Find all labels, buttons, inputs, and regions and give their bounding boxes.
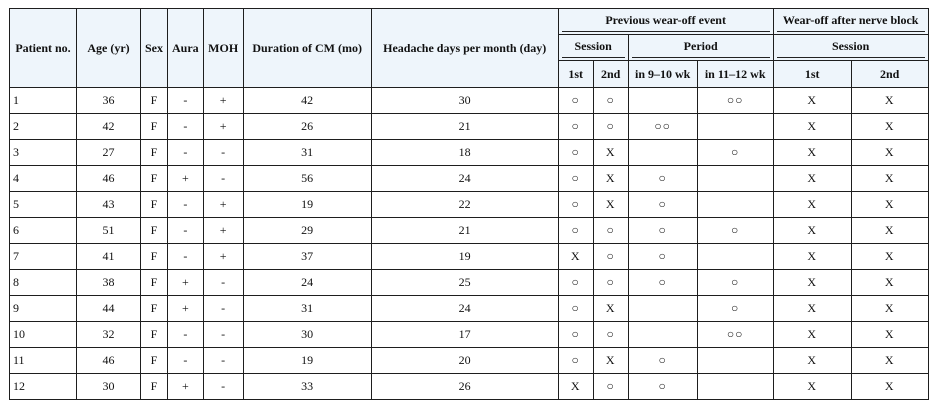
cell-period-9-10: ○ — [628, 244, 697, 270]
table-row — [10, 140, 929, 166]
cell-period-11-12: ○ — [697, 270, 773, 296]
cell-headache-days: 24 — [371, 166, 558, 192]
cell-headache-days: 25 — [371, 270, 558, 296]
cell-session-2nd: X — [593, 140, 628, 166]
cell-headache-days: 22 — [371, 192, 558, 218]
cell-session-2nd: ○ — [593, 374, 628, 400]
cell-duration: 31 — [243, 140, 371, 166]
cell-session-1st: X — [558, 374, 593, 400]
cell-aura: - — [168, 218, 204, 244]
cell-after-2nd: X — [851, 140, 928, 166]
cell-headache-days: 30 — [371, 88, 558, 114]
cell-moh: - — [203, 322, 243, 348]
cell-session-1st: ○ — [558, 270, 593, 296]
cell-period-11-12 — [697, 114, 773, 140]
cell-age: 30 — [77, 374, 141, 400]
cell-after-1st: X — [773, 114, 851, 140]
cell-after-1st: X — [773, 88, 851, 114]
header-after-1st: 1st — [773, 61, 851, 88]
header-aura: Aura — [168, 9, 204, 88]
cell-period-9-10 — [628, 88, 697, 114]
header-previous-wear-off-label: Previous wear-off event — [562, 11, 770, 32]
table-wrapper — [9, 8, 929, 400]
cell-aura: - — [168, 348, 204, 374]
cell-session-1st: ○ — [558, 114, 593, 140]
table-header — [10, 9, 929, 88]
cell-period-11-12: ○○ — [697, 322, 773, 348]
cell-sex: F — [141, 270, 168, 296]
cell-session-2nd: X — [593, 192, 628, 218]
table-row — [10, 374, 929, 400]
table-row — [10, 88, 929, 114]
cell-period-11-12 — [697, 166, 773, 192]
cell-session-1st: ○ — [558, 218, 593, 244]
cell-moh: + — [203, 114, 243, 140]
cell-duration: 42 — [243, 88, 371, 114]
cell-after-2nd: X — [851, 244, 928, 270]
cell-moh: - — [203, 166, 243, 192]
cell-headache-days: 17 — [371, 322, 558, 348]
cell-age: 51 — [77, 218, 141, 244]
header-wear-off-after-block-label: Wear-off after nerve block — [777, 11, 925, 32]
cell-session-2nd: ○ — [593, 218, 628, 244]
cell-sex: F — [141, 296, 168, 322]
cell-aura: + — [168, 374, 204, 400]
header-moh: MOH — [203, 9, 243, 88]
cell-session-2nd: ○ — [593, 270, 628, 296]
cell-period-9-10: ○ — [628, 166, 697, 192]
cell-headache-days: 18 — [371, 140, 558, 166]
cell-patient-no: 5 — [10, 192, 77, 218]
cell-age: 42 — [77, 114, 141, 140]
cell-moh: - — [203, 270, 243, 296]
cell-sex: F — [141, 166, 168, 192]
cell-session-1st: ○ — [558, 322, 593, 348]
cell-moh: - — [203, 296, 243, 322]
cell-moh: - — [203, 348, 243, 374]
cell-session-1st: X — [558, 244, 593, 270]
cell-session-2nd: ○ — [593, 114, 628, 140]
header-age: Age (yr) — [77, 9, 141, 88]
cell-patient-no: 6 — [10, 218, 77, 244]
cell-moh: + — [203, 244, 243, 270]
header-patient-no: Patient no. — [10, 9, 77, 88]
cell-aura: + — [168, 166, 204, 192]
cell-period-11-12 — [697, 192, 773, 218]
cell-period-11-12 — [697, 374, 773, 400]
cell-aura: + — [168, 270, 204, 296]
cell-after-1st: X — [773, 218, 851, 244]
cell-duration: 37 — [243, 244, 371, 270]
cell-after-2nd: X — [851, 114, 928, 140]
cell-patient-no: 9 — [10, 296, 77, 322]
cell-age: 46 — [77, 166, 141, 192]
cell-period-11-12: ○ — [697, 296, 773, 322]
cell-duration: 29 — [243, 218, 371, 244]
cell-moh: + — [203, 88, 243, 114]
cell-after-1st: X — [773, 348, 851, 374]
cell-sex: F — [141, 374, 168, 400]
cell-session-2nd: X — [593, 296, 628, 322]
cell-after-1st: X — [773, 192, 851, 218]
table-row — [10, 114, 929, 140]
cell-duration: 26 — [243, 114, 371, 140]
cell-duration: 19 — [243, 348, 371, 374]
cell-sex: F — [141, 218, 168, 244]
cell-period-9-10: ○ — [628, 192, 697, 218]
cell-period-9-10 — [628, 322, 697, 348]
cell-after-1st: X — [773, 270, 851, 296]
cell-period-11-12: ○ — [697, 218, 773, 244]
cell-aura: - — [168, 88, 204, 114]
cell-session-1st: ○ — [558, 88, 593, 114]
cell-age: 46 — [77, 348, 141, 374]
table-row — [10, 218, 929, 244]
cell-session-1st: ○ — [558, 296, 593, 322]
cell-duration: 30 — [243, 322, 371, 348]
cell-moh: - — [203, 140, 243, 166]
cell-duration: 31 — [243, 296, 371, 322]
cell-session-1st: ○ — [558, 192, 593, 218]
cell-moh: + — [203, 192, 243, 218]
table-row — [10, 296, 929, 322]
cell-sex: F — [141, 114, 168, 140]
header-period-11-12: in 11–12 wk — [697, 61, 773, 88]
cell-age: 36 — [77, 88, 141, 114]
cell-age: 41 — [77, 244, 141, 270]
cell-after-1st: X — [773, 244, 851, 270]
cell-after-2nd: X — [851, 296, 928, 322]
cell-duration: 56 — [243, 166, 371, 192]
cell-after-1st: X — [773, 374, 851, 400]
cell-after-2nd: X — [851, 166, 928, 192]
cell-after-1st: X — [773, 296, 851, 322]
cell-headache-days: 24 — [371, 296, 558, 322]
cell-duration: 19 — [243, 192, 371, 218]
header-sex: Sex — [141, 9, 168, 88]
header-period-label: Period — [632, 37, 770, 58]
cell-age: 43 — [77, 192, 141, 218]
cell-session-2nd: X — [593, 348, 628, 374]
cell-after-2nd: X — [851, 270, 928, 296]
cell-patient-no: 12 — [10, 374, 77, 400]
cell-patient-no: 4 — [10, 166, 77, 192]
cell-age: 27 — [77, 140, 141, 166]
header-session-after — [773, 35, 928, 61]
cell-period-11-12: ○ — [697, 140, 773, 166]
cell-patient-no: 11 — [10, 348, 77, 374]
cell-duration: 33 — [243, 374, 371, 400]
cell-patient-no: 2 — [10, 114, 77, 140]
cell-aura: - — [168, 140, 204, 166]
cell-period-9-10: ○ — [628, 270, 697, 296]
header-previous-wear-off — [558, 9, 773, 35]
cell-period-9-10 — [628, 140, 697, 166]
header-session-after-label: Session — [777, 37, 925, 58]
cell-aura: - — [168, 114, 204, 140]
cell-age: 32 — [77, 322, 141, 348]
cell-after-1st: X — [773, 322, 851, 348]
table-row — [10, 270, 929, 296]
cell-period-11-12: ○○ — [697, 88, 773, 114]
cell-after-2nd: X — [851, 218, 928, 244]
cell-session-2nd: ○ — [593, 244, 628, 270]
cell-sex: F — [141, 88, 168, 114]
cell-moh: - — [203, 374, 243, 400]
header-period-9-10: in 9–10 wk — [628, 61, 697, 88]
header-session-label: Session — [562, 37, 625, 58]
cell-period-9-10: ○ — [628, 348, 697, 374]
cell-age: 44 — [77, 296, 141, 322]
table-row — [10, 166, 929, 192]
cell-aura: + — [168, 296, 204, 322]
cell-duration: 24 — [243, 270, 371, 296]
table-row — [10, 348, 929, 374]
cell-session-2nd: ○ — [593, 88, 628, 114]
cell-moh: + — [203, 218, 243, 244]
cell-aura: - — [168, 192, 204, 218]
header-period — [628, 35, 773, 61]
cell-period-9-10: ○ — [628, 374, 697, 400]
cell-after-2nd: X — [851, 192, 928, 218]
header-session-1st: 1st — [558, 61, 593, 88]
cell-headache-days: 21 — [371, 218, 558, 244]
header-headache-days: Headache days per month (day) — [371, 9, 558, 88]
cell-patient-no: 3 — [10, 140, 77, 166]
table-body — [10, 88, 929, 400]
cell-patient-no: 8 — [10, 270, 77, 296]
cell-period-9-10 — [628, 296, 697, 322]
cell-patient-no: 10 — [10, 322, 77, 348]
cell-session-1st: ○ — [558, 348, 593, 374]
cell-age: 38 — [77, 270, 141, 296]
cell-headache-days: 19 — [371, 244, 558, 270]
cell-period-9-10: ○ — [628, 218, 697, 244]
cell-headache-days: 21 — [371, 114, 558, 140]
table-row — [10, 244, 929, 270]
cell-period-11-12 — [697, 244, 773, 270]
header-duration: Duration of CM (mo) — [243, 9, 371, 88]
cell-after-2nd: X — [851, 374, 928, 400]
cell-after-1st: X — [773, 166, 851, 192]
cell-sex: F — [141, 322, 168, 348]
cell-session-1st: ○ — [558, 140, 593, 166]
cell-session-1st: ○ — [558, 166, 593, 192]
cell-period-9-10: ○○ — [628, 114, 697, 140]
cell-session-2nd: ○ — [593, 322, 628, 348]
cell-after-2nd: X — [851, 322, 928, 348]
header-wear-off-after-block — [773, 9, 928, 35]
cell-aura: - — [168, 322, 204, 348]
cell-aura: - — [168, 244, 204, 270]
cell-period-11-12 — [697, 348, 773, 374]
patient-table — [9, 8, 929, 400]
table-row — [10, 322, 929, 348]
header-session-2nd: 2nd — [593, 61, 628, 88]
cell-sex: F — [141, 244, 168, 270]
cell-sex: F — [141, 348, 168, 374]
header-after-2nd: 2nd — [851, 61, 928, 88]
cell-headache-days: 26 — [371, 374, 558, 400]
cell-session-2nd: X — [593, 166, 628, 192]
cell-headache-days: 20 — [371, 348, 558, 374]
cell-patient-no: 1 — [10, 88, 77, 114]
cell-after-2nd: X — [851, 88, 928, 114]
table-row — [10, 192, 929, 218]
cell-after-2nd: X — [851, 348, 928, 374]
cell-sex: F — [141, 140, 168, 166]
cell-patient-no: 7 — [10, 244, 77, 270]
cell-after-1st: X — [773, 140, 851, 166]
header-session — [558, 35, 628, 61]
cell-sex: F — [141, 192, 168, 218]
